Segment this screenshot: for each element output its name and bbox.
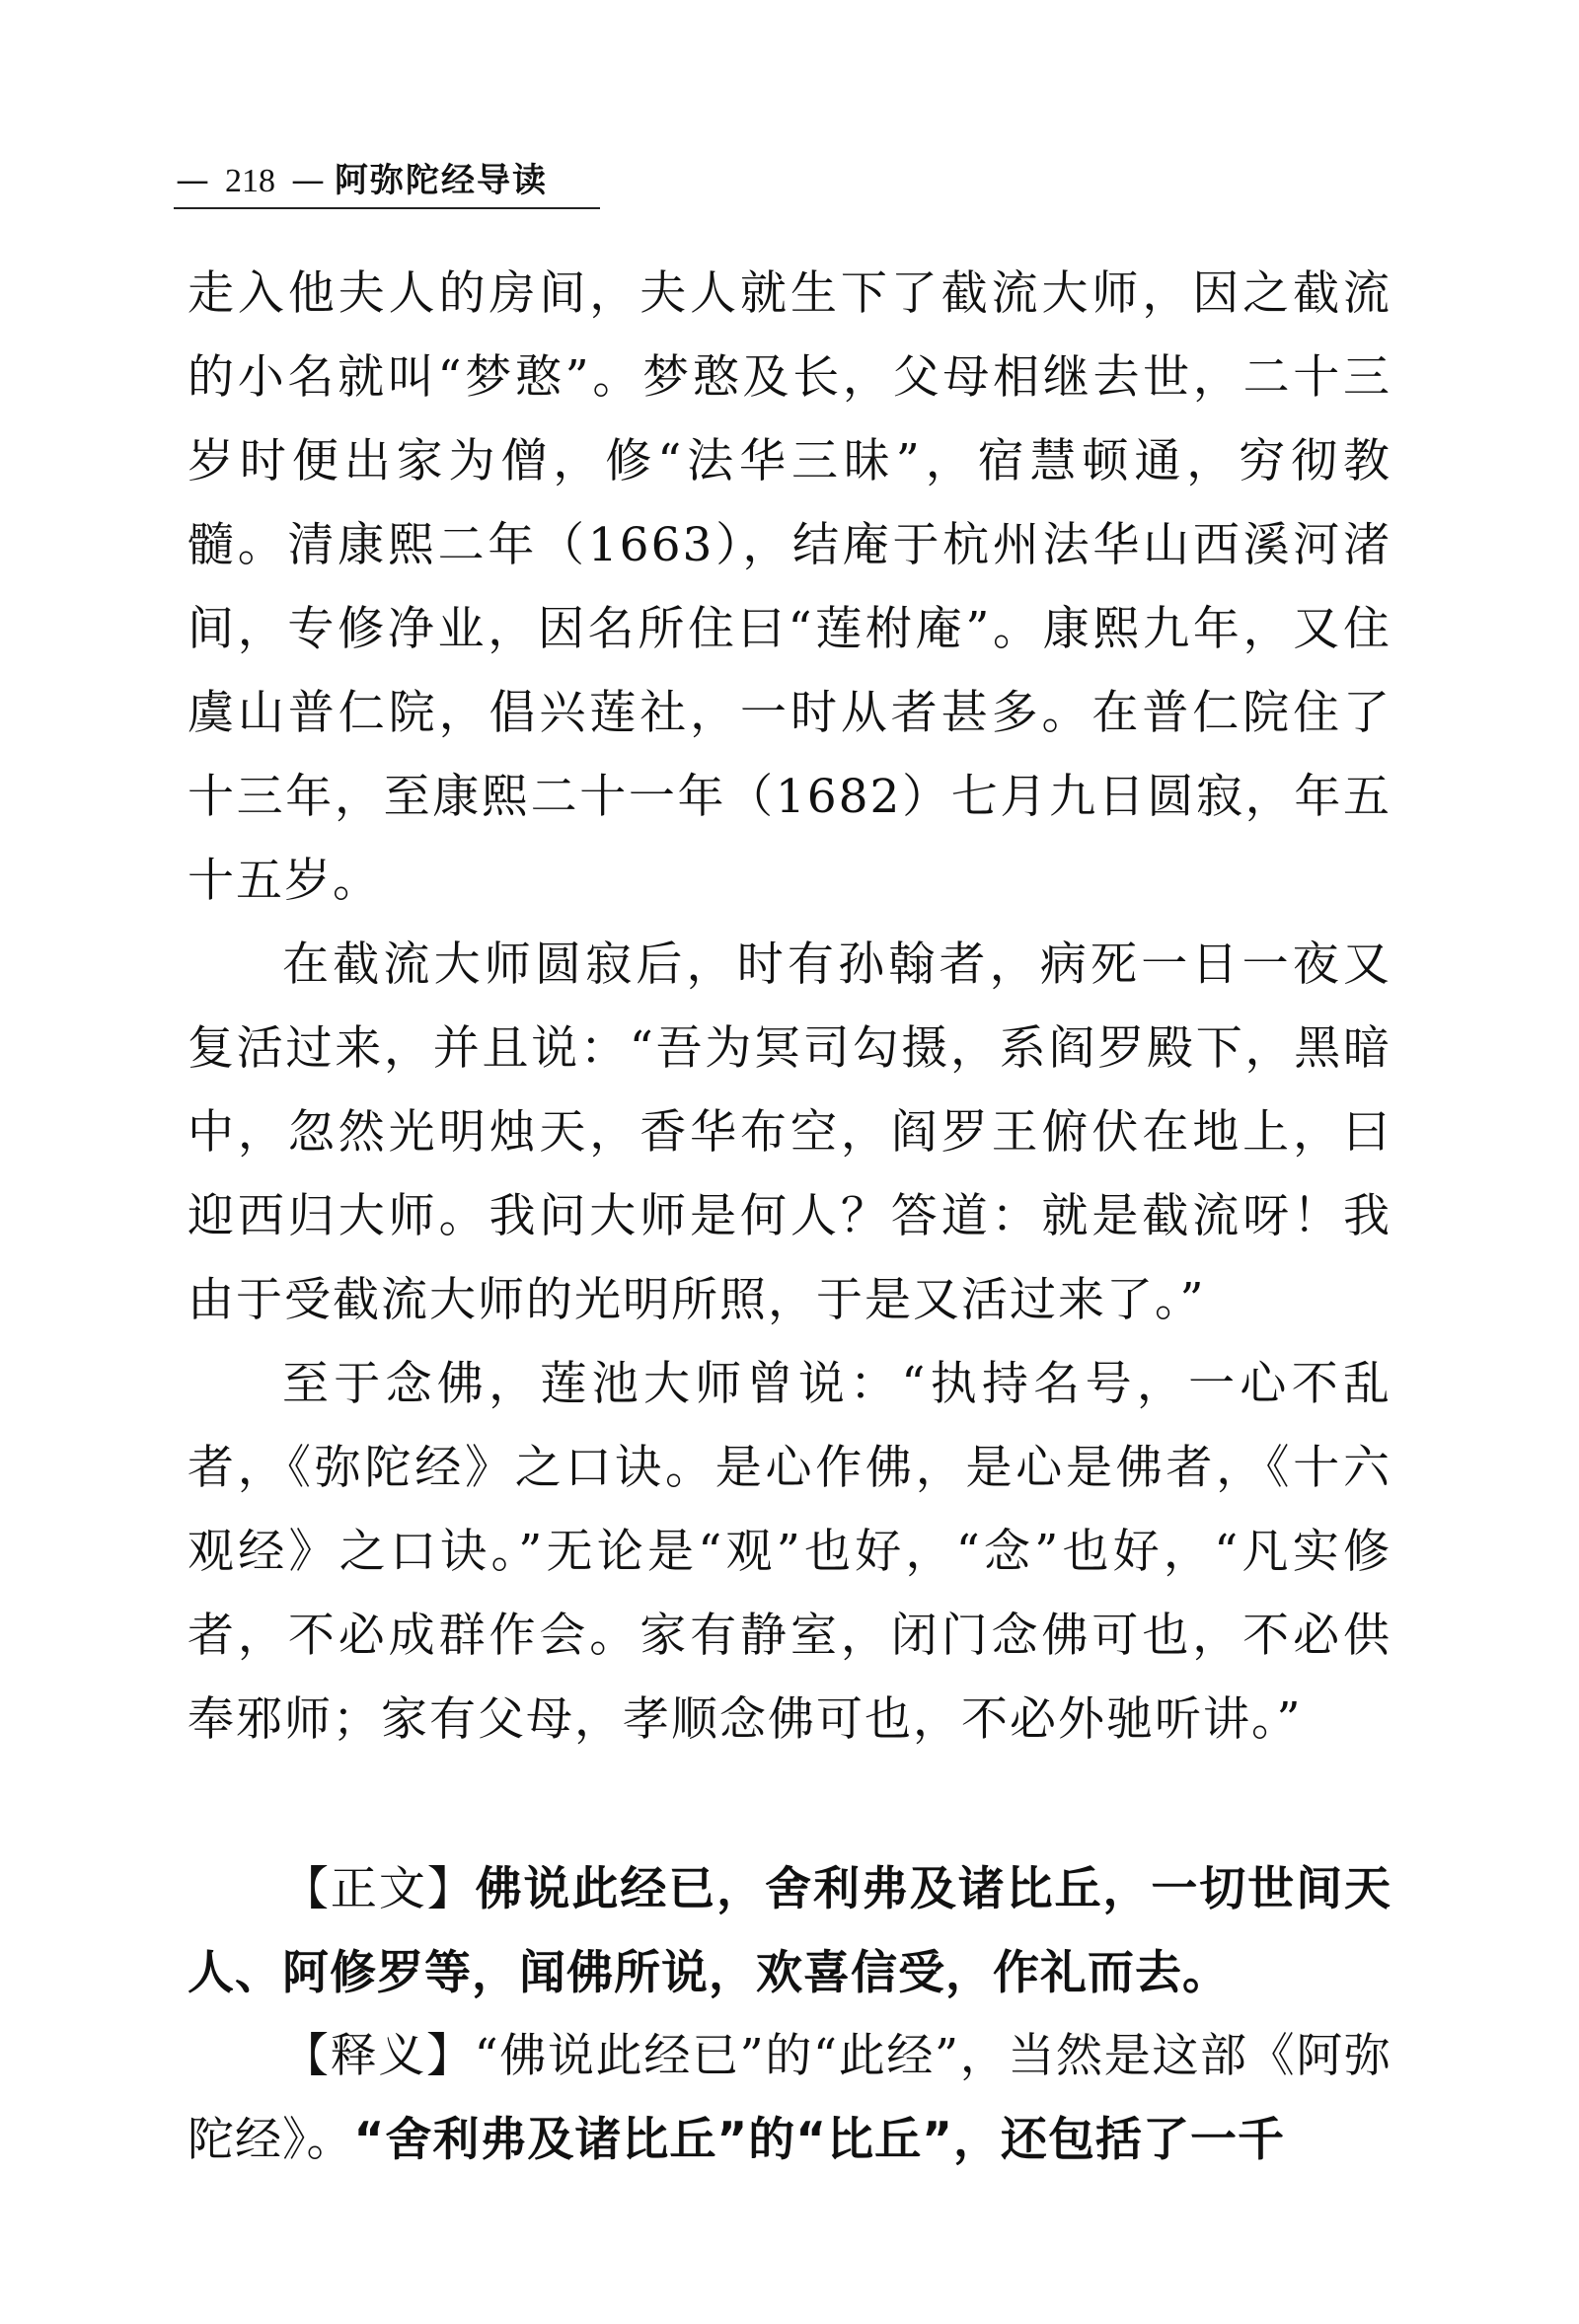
page-number: 218 bbox=[225, 163, 275, 199]
shiyi-text-normal: “佛说此经已”的“此经”，当然是这部《阿弥陀经》。 bbox=[188, 2029, 1391, 2167]
body-text bbox=[188, 252, 1391, 1762]
zhengwen-text: 佛说此经已，舍利弗及诸比丘，一切世间天人、阿修罗等，闻佛所说，欢喜信受，作礼而去。 bbox=[188, 1862, 1392, 2000]
running-header bbox=[176, 156, 600, 205]
header-rule bbox=[174, 207, 600, 209]
paragraph-continuation: 走入他夫人的房间，夫人就生下了截流大师，因之截流的小名就叫“梦憨”。梦憨及长，父母相继去世，二十三岁时便出家为僧，修“法华三昧”，宿慧顿通，穷彻教髓。清康熙二年（1663），结庵于杭州法华山西溪河渚间，专修净业，因名所住曰“莲柎庵”。康熙九年，又住虞山普仁院，倡兴莲社，一时从者甚多。在普仁院住了十三年，至康熙二十一年（1682）七月九日圆寂，年五十五岁。 bbox=[188, 266, 1391, 908]
book-title: 阿弥陀经导读 bbox=[335, 161, 548, 200]
shiyi-section bbox=[188, 2014, 1391, 2182]
zhengwen-section bbox=[188, 1847, 1391, 2015]
paragraph-nianfo: 至于念佛，莲池大师曾说：“执持名号，一心不乱者，《弥陀经》之口诀。是心作佛，是心是佛者，《十六观经》之口诀。”无论是“观”也好，“念”也好，“凡实修者，不必成群作会。家有静室，闭门念佛可也，不必供奉邪师；家有父母，孝顺念佛可也，不必外驰听讲。” bbox=[188, 1357, 1391, 1747]
header-dash-left: — bbox=[176, 161, 209, 200]
shiyi-label: 【释义】 bbox=[282, 2029, 475, 2083]
zhengwen-label: 【正文】 bbox=[282, 1862, 476, 1916]
paragraph-sun-han: 在截流大师圆寂后，时有孙翰者，病死一日一夜又复活过来，并且说：“吾为冥司勾摄，系阎罗殿下，黑暗中，忽然光明烛天，香华布空，阎罗王俯伏在地上，曰迎西归大师。我问大师是何人？答道：就是截流呀！我由于受截流大师的光明所照，于是又活过来了。” bbox=[188, 937, 1391, 1327]
header-dash-right: — bbox=[291, 161, 325, 200]
shiyi-text-bold: “舍利弗及诸比丘”的“比丘”，还包括了一千 bbox=[353, 2113, 1286, 2167]
